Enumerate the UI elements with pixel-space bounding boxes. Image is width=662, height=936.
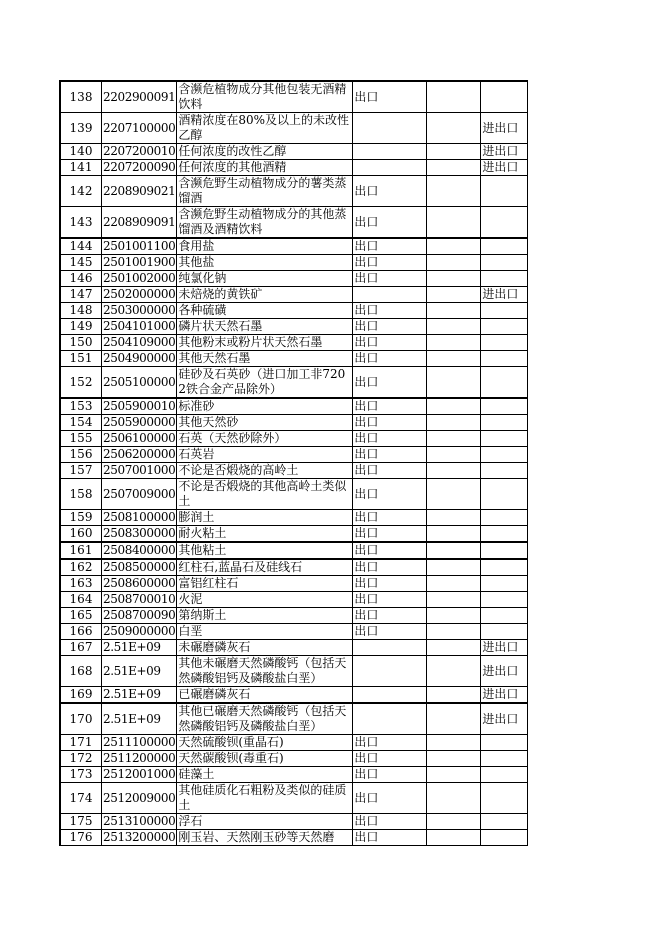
import-export-cell[interactable] bbox=[481, 830, 528, 846]
export-cell[interactable] bbox=[353, 287, 427, 303]
import-export-cell[interactable] bbox=[481, 526, 528, 543]
commodity-code-cell[interactable]: 2502000000 bbox=[103, 287, 176, 301]
commodity-code-cell[interactable]: 2508600000 bbox=[103, 576, 176, 590]
row-number-cell[interactable]: 155 bbox=[60, 431, 102, 447]
commodity-name-cell[interactable]: 已碾磨磷灰石 bbox=[177, 687, 353, 704]
export-cell[interactable]: 出口 bbox=[353, 479, 427, 510]
export-cell[interactable]: 出口 bbox=[353, 367, 427, 399]
row-number-cell[interactable]: 162 bbox=[60, 559, 102, 576]
table-row bbox=[60, 592, 528, 608]
spreadsheet bbox=[59, 80, 528, 846]
blank-cell[interactable] bbox=[427, 479, 481, 510]
commodity-name-cell[interactable]: 硅砂及石英砂（进口加工非7202铁合金产品除外） bbox=[177, 367, 353, 399]
commodity-code-cell[interactable]: 2511100000 bbox=[103, 735, 176, 749]
table-row bbox=[60, 479, 528, 510]
import-export-cell[interactable]: 进出口 bbox=[481, 703, 528, 735]
commodity-name-cell[interactable]: 未焙烧的黄铁矿 bbox=[177, 287, 353, 303]
import-export-cell[interactable]: 进出口 bbox=[481, 160, 528, 176]
import-export-cell[interactable] bbox=[481, 238, 528, 255]
import-export-cell[interactable] bbox=[481, 559, 528, 576]
import-export-cell[interactable] bbox=[481, 255, 528, 271]
export-cell[interactable]: 出口 bbox=[353, 767, 427, 783]
table-row bbox=[60, 207, 528, 239]
table-row bbox=[60, 656, 528, 687]
row-number-cell[interactable]: 139 bbox=[60, 113, 102, 144]
blank-cell[interactable] bbox=[427, 113, 481, 144]
commodity-name-cell[interactable]: 酒精浓度在80%及以上的未改性乙醇 bbox=[177, 113, 353, 144]
export-cell[interactable]: 出口 bbox=[353, 431, 427, 447]
commodity-code-cell[interactable]: 2508300000 bbox=[103, 526, 176, 540]
table-row bbox=[60, 735, 528, 751]
export-cell[interactable]: 出口 bbox=[353, 303, 427, 319]
import-export-cell[interactable] bbox=[481, 814, 528, 830]
export-cell[interactable]: 出口 bbox=[353, 319, 427, 335]
commodity-name-cell[interactable]: 标准砂 bbox=[177, 398, 353, 415]
blank-cell[interactable] bbox=[427, 783, 481, 814]
commodity-name-cell[interactable]: 石英岩 bbox=[177, 447, 353, 463]
import-export-cell[interactable] bbox=[481, 751, 528, 767]
blank-cell[interactable] bbox=[427, 287, 481, 303]
commodity-code-cell[interactable]: 2208909091 bbox=[102, 207, 177, 239]
row-number-cell[interactable]: 145 bbox=[60, 255, 102, 271]
commodity-name-cell[interactable]: 未碾磨磷灰石 bbox=[177, 640, 353, 656]
table-row bbox=[60, 335, 528, 351]
export-cell[interactable]: 出口 bbox=[353, 526, 427, 543]
import-export-cell[interactable] bbox=[481, 351, 528, 367]
commodity-name-cell[interactable]: 任何浓度的其他酒精 bbox=[177, 160, 353, 176]
table-row bbox=[60, 176, 528, 207]
import-export-cell[interactable] bbox=[481, 367, 528, 399]
export-cell[interactable]: 出口 bbox=[353, 351, 427, 367]
commodity-name-cell[interactable]: 耐火粘土 bbox=[177, 526, 353, 543]
commodity-name-cell[interactable]: 其他粘土 bbox=[177, 542, 353, 559]
export-cell[interactable] bbox=[353, 160, 427, 176]
row-number-cell[interactable]: 140 bbox=[60, 144, 102, 160]
export-cell[interactable]: 出口 bbox=[353, 608, 427, 624]
export-cell[interactable]: 出口 bbox=[353, 398, 427, 415]
commodity-name-cell[interactable]: 不论是否煅烧的其他高岭土类似土 bbox=[177, 479, 353, 510]
import-export-cell[interactable]: 进出口 bbox=[481, 287, 528, 303]
export-cell[interactable]: 出口 bbox=[353, 176, 427, 207]
blank-cell[interactable] bbox=[427, 431, 481, 447]
table-row bbox=[60, 255, 528, 271]
export-cell[interactable]: 出口 bbox=[353, 255, 427, 271]
blank-cell[interactable] bbox=[427, 207, 481, 239]
row-number-cell[interactable]: 165 bbox=[60, 608, 102, 624]
commodity-code-cell[interactable]: 2501001900 bbox=[103, 255, 176, 269]
commodity-name-cell[interactable]: 各种硫磺 bbox=[177, 303, 353, 319]
import-export-cell[interactable] bbox=[481, 176, 528, 207]
row-number-cell[interactable]: 169 bbox=[60, 687, 102, 704]
table-row bbox=[60, 144, 528, 160]
row-number-cell[interactable]: 173 bbox=[60, 767, 102, 783]
commodity-name-cell[interactable]: 刚玉岩、天然刚玉砂等天然磨 bbox=[177, 830, 353, 846]
import-export-cell[interactable] bbox=[481, 608, 528, 624]
blank-cell[interactable] bbox=[427, 160, 481, 176]
blank-cell[interactable] bbox=[427, 751, 481, 767]
commodity-name-cell[interactable]: 含濒危野生动植物成分的薯类蒸馏酒 bbox=[177, 176, 353, 207]
blank-cell[interactable] bbox=[427, 624, 481, 640]
blank-cell[interactable] bbox=[427, 367, 481, 399]
row-number-cell[interactable]: 157 bbox=[60, 463, 102, 479]
blank-cell[interactable] bbox=[427, 687, 481, 704]
commodity-name-cell[interactable]: 其他未碾磨天然磷酸钙（包括天然磷酸铝钙及磷酸盐白垩） bbox=[177, 656, 353, 687]
table-row bbox=[60, 463, 528, 479]
row-number-cell[interactable]: 171 bbox=[60, 735, 102, 751]
commodity-code-cell[interactable]: 2508700010 bbox=[103, 592, 176, 606]
blank-cell[interactable] bbox=[427, 592, 481, 608]
commodity-name-cell[interactable]: 石英（天然砂除外） bbox=[177, 431, 353, 447]
blank-cell[interactable] bbox=[427, 463, 481, 479]
commodity-code-cell[interactable]: 2207100000 bbox=[102, 113, 177, 144]
export-cell[interactable]: 出口 bbox=[353, 335, 427, 351]
table-row bbox=[60, 542, 528, 559]
commodity-name-cell[interactable]: 富铝红柱石 bbox=[177, 576, 353, 592]
import-export-cell[interactable] bbox=[481, 735, 528, 751]
commodity-code-cell[interactable]: 2504900000 bbox=[103, 351, 176, 365]
table-row bbox=[60, 398, 528, 415]
commodity-name-cell[interactable]: 其他硅质化石粗粉及类似的硅质土 bbox=[177, 783, 353, 814]
row-number-cell[interactable]: 151 bbox=[60, 351, 102, 367]
commodity-code-cell[interactable]: 2509000000 bbox=[103, 624, 176, 638]
blank-cell[interactable] bbox=[427, 238, 481, 255]
blank-cell[interactable] bbox=[427, 814, 481, 830]
blank-cell[interactable] bbox=[427, 830, 481, 846]
export-cell[interactable]: 出口 bbox=[353, 542, 427, 559]
commodity-code-cell[interactable]: 2207200010 bbox=[103, 144, 176, 158]
import-export-cell[interactable] bbox=[481, 447, 528, 463]
import-export-cell[interactable] bbox=[481, 542, 528, 559]
row-number-cell[interactable]: 154 bbox=[60, 415, 102, 431]
row-number-cell[interactable]: 152 bbox=[60, 367, 102, 399]
blank-cell[interactable] bbox=[427, 510, 481, 526]
table-row bbox=[60, 303, 528, 319]
import-export-cell[interactable] bbox=[481, 81, 528, 113]
commodity-code-cell[interactable]: 2207200090 bbox=[103, 160, 176, 174]
export-cell[interactable]: 出口 bbox=[353, 463, 427, 479]
export-cell[interactable]: 出口 bbox=[353, 447, 427, 463]
import-export-cell[interactable]: 进出口 bbox=[481, 687, 528, 704]
import-export-cell[interactable] bbox=[481, 207, 528, 239]
table-row bbox=[60, 576, 528, 592]
blank-cell[interactable] bbox=[427, 271, 481, 287]
commodity-code-cell[interactable]: 2504101000 bbox=[103, 319, 176, 333]
table-row bbox=[60, 510, 528, 526]
commodity-name-cell[interactable]: 硅藻土 bbox=[177, 767, 353, 783]
table-row bbox=[60, 351, 528, 367]
export-cell[interactable]: 出口 bbox=[353, 510, 427, 526]
blank-cell[interactable] bbox=[427, 767, 481, 783]
table-row bbox=[60, 814, 528, 830]
commodity-name-cell[interactable]: 其他天然石墨 bbox=[177, 351, 353, 367]
blank-cell[interactable] bbox=[427, 576, 481, 592]
blank-cell[interactable] bbox=[427, 144, 481, 160]
blank-cell[interactable] bbox=[427, 703, 481, 735]
blank-cell[interactable] bbox=[427, 640, 481, 656]
export-cell[interactable]: 出口 bbox=[353, 576, 427, 592]
export-cell[interactable] bbox=[353, 144, 427, 160]
commodity-code-cell[interactable]: 2505100000 bbox=[102, 367, 177, 399]
export-cell[interactable]: 出口 bbox=[353, 207, 427, 239]
import-export-cell[interactable] bbox=[481, 303, 528, 319]
import-export-cell[interactable] bbox=[481, 335, 528, 351]
blank-cell[interactable] bbox=[427, 559, 481, 576]
row-number-cell[interactable]: 161 bbox=[60, 542, 102, 559]
import-export-cell[interactable] bbox=[481, 463, 528, 479]
commodity-name-cell[interactable]: 其他天然砂 bbox=[177, 415, 353, 431]
row-number-cell[interactable]: 172 bbox=[60, 751, 102, 767]
commodity-name-cell[interactable]: 其他粉末或粉片状天然石墨 bbox=[177, 335, 353, 351]
row-number-cell[interactable]: 142 bbox=[60, 176, 102, 207]
commodity-name-cell[interactable]: 天然碳酸钡(毒重石) bbox=[177, 751, 353, 767]
import-export-cell[interactable] bbox=[481, 398, 528, 415]
commodity-name-cell[interactable]: 含濒危植物成分其他包装无酒精饮料 bbox=[177, 81, 353, 113]
blank-cell[interactable] bbox=[427, 81, 481, 113]
export-cell[interactable] bbox=[353, 656, 427, 687]
commodity-name-cell[interactable]: 食用盐 bbox=[177, 238, 353, 255]
row-number-cell[interactable]: 168 bbox=[60, 656, 102, 687]
commodity-name-cell[interactable]: 任何浓度的改性乙醇 bbox=[177, 144, 353, 160]
row-number-cell[interactable]: 156 bbox=[60, 447, 102, 463]
blank-cell[interactable] bbox=[427, 735, 481, 751]
export-cell[interactable] bbox=[353, 687, 427, 704]
table-row bbox=[60, 287, 528, 303]
commodity-name-cell[interactable]: 白垩 bbox=[177, 624, 353, 640]
table-row bbox=[60, 783, 528, 814]
import-export-cell[interactable] bbox=[481, 510, 528, 526]
commodity-name-cell[interactable]: 红柱石,蓝晶石及硅线石 bbox=[177, 559, 353, 576]
export-cell[interactable] bbox=[353, 703, 427, 735]
import-export-cell[interactable]: 进出口 bbox=[481, 113, 528, 144]
row-number-cell[interactable]: 158 bbox=[60, 479, 102, 510]
commodity-name-cell[interactable]: 其他盐 bbox=[177, 255, 353, 271]
row-number-cell[interactable]: 153 bbox=[60, 398, 102, 415]
import-export-cell[interactable] bbox=[481, 576, 528, 592]
row-number-cell[interactable]: 160 bbox=[60, 526, 102, 543]
table-row bbox=[60, 81, 528, 113]
table-row bbox=[60, 624, 528, 640]
table-row bbox=[60, 238, 528, 255]
commodity-code-cell[interactable]: 2508100000 bbox=[103, 510, 176, 524]
commodity-name-cell[interactable]: 火泥 bbox=[177, 592, 353, 608]
export-cell[interactable]: 出口 bbox=[353, 415, 427, 431]
commodity-name-cell[interactable]: 第纳斯土 bbox=[177, 608, 353, 624]
blank-cell[interactable] bbox=[427, 303, 481, 319]
table-row bbox=[60, 415, 528, 431]
table-row bbox=[60, 767, 528, 783]
row-number-cell[interactable]: 166 bbox=[60, 624, 102, 640]
import-export-cell[interactable]: 进出口 bbox=[481, 640, 528, 656]
table-row bbox=[60, 640, 528, 656]
export-cell[interactable] bbox=[353, 640, 427, 656]
commodity-code-cell[interactable]: 2507001000 bbox=[103, 463, 176, 477]
commodity-name-cell[interactable]: 天然硫酸钡(重晶石) bbox=[177, 735, 353, 751]
table-row bbox=[60, 367, 528, 399]
row-number-cell[interactable]: 176 bbox=[60, 830, 102, 846]
commodity-code-cell[interactable]: 2506200000 bbox=[103, 447, 176, 461]
blank-cell[interactable] bbox=[427, 398, 481, 415]
row-number-cell[interactable]: 170 bbox=[60, 703, 102, 735]
commodity-code-cell[interactable]: 2505900000 bbox=[103, 415, 176, 429]
import-export-cell[interactable] bbox=[481, 479, 528, 510]
import-export-cell[interactable]: 进出口 bbox=[481, 144, 528, 160]
commodity-code-cell[interactable]: 2506100000 bbox=[103, 431, 176, 445]
commodity-code-cell[interactable]: 2513100000 bbox=[103, 814, 176, 828]
export-cell[interactable]: 出口 bbox=[353, 238, 427, 255]
blank-cell[interactable] bbox=[427, 656, 481, 687]
import-export-cell[interactable] bbox=[481, 271, 528, 287]
import-export-cell[interactable]: 进出口 bbox=[481, 656, 528, 687]
commodity-code-cell[interactable]: 2508700090 bbox=[103, 608, 176, 622]
commodity-name-cell[interactable]: 纯氯化钠 bbox=[177, 271, 353, 287]
commodity-code-cell[interactable]: 2.51E+09 bbox=[102, 703, 177, 735]
table-row bbox=[60, 113, 528, 144]
commodity-table bbox=[59, 80, 528, 846]
import-export-cell[interactable] bbox=[481, 767, 528, 783]
table-row bbox=[60, 687, 528, 704]
table-row bbox=[60, 160, 528, 176]
blank-cell[interactable] bbox=[427, 415, 481, 431]
export-cell[interactable]: 出口 bbox=[353, 814, 427, 830]
row-number-cell[interactable]: 163 bbox=[60, 576, 102, 592]
commodity-code-cell[interactable]: 2512001000 bbox=[103, 767, 176, 781]
export-cell[interactable]: 出口 bbox=[353, 735, 427, 751]
row-number-cell[interactable]: 144 bbox=[60, 238, 102, 255]
export-cell[interactable]: 出口 bbox=[353, 624, 427, 640]
blank-cell[interactable] bbox=[427, 176, 481, 207]
export-cell[interactable]: 出口 bbox=[353, 783, 427, 814]
import-export-cell[interactable] bbox=[481, 319, 528, 335]
commodity-code-cell[interactable]: 2508400000 bbox=[103, 543, 176, 557]
row-number-cell[interactable]: 147 bbox=[60, 287, 102, 303]
table-row bbox=[60, 319, 528, 335]
commodity-code-cell[interactable]: 2508500000 bbox=[103, 560, 176, 574]
commodity-code-cell[interactable]: 2503000000 bbox=[103, 303, 176, 317]
commodity-name-cell[interactable]: 其他已碾磨天然磷酸钙（包括天然磷酸铝钙及磷酸盐白垩） bbox=[177, 703, 353, 735]
row-number-cell[interactable]: 175 bbox=[60, 814, 102, 830]
row-number-cell[interactable]: 138 bbox=[60, 81, 102, 113]
row-number-cell[interactable]: 143 bbox=[60, 207, 102, 239]
row-number-cell[interactable]: 174 bbox=[60, 783, 102, 814]
row-number-cell[interactable]: 148 bbox=[60, 303, 102, 319]
table-row bbox=[60, 559, 528, 576]
commodity-code-cell[interactable]: 2.51E+09 bbox=[102, 640, 177, 656]
table-row bbox=[60, 431, 528, 447]
commodity-code-cell[interactable]: 2501001100 bbox=[103, 239, 176, 253]
commodity-code-cell[interactable]: 2.51E+09 bbox=[102, 656, 177, 687]
blank-cell[interactable] bbox=[427, 335, 481, 351]
commodity-code-cell[interactable]: 2513200000 bbox=[103, 830, 176, 844]
import-export-cell[interactable] bbox=[481, 624, 528, 640]
commodity-name-cell[interactable]: 不论是否煅烧的高岭土 bbox=[177, 463, 353, 479]
row-number-cell[interactable]: 141 bbox=[60, 160, 102, 176]
commodity-code-cell[interactable]: 2511200000 bbox=[103, 751, 176, 765]
commodity-name-cell[interactable]: 浮石 bbox=[177, 814, 353, 830]
export-cell[interactable]: 出口 bbox=[353, 271, 427, 287]
commodity-code-cell[interactable]: 2505900010 bbox=[103, 399, 176, 413]
import-export-cell[interactable] bbox=[481, 783, 528, 814]
export-cell[interactable]: 出口 bbox=[353, 592, 427, 608]
row-number-cell[interactable]: 150 bbox=[60, 335, 102, 351]
commodity-code-cell[interactable]: 2504109000 bbox=[103, 335, 176, 349]
table-row bbox=[60, 703, 528, 735]
commodity-code-cell[interactable]: 2202900091 bbox=[102, 81, 177, 113]
export-cell[interactable]: 出口 bbox=[353, 81, 427, 113]
blank-cell[interactable] bbox=[427, 447, 481, 463]
row-number-cell[interactable]: 164 bbox=[60, 592, 102, 608]
export-cell[interactable] bbox=[353, 113, 427, 144]
blank-cell[interactable] bbox=[427, 319, 481, 335]
commodity-name-cell[interactable]: 磷片状天然石墨 bbox=[177, 319, 353, 335]
table-row bbox=[60, 271, 528, 287]
commodity-name-cell[interactable]: 膨润土 bbox=[177, 510, 353, 526]
import-export-cell[interactable] bbox=[481, 431, 528, 447]
row-number-cell[interactable]: 146 bbox=[60, 271, 102, 287]
table-row bbox=[60, 608, 528, 624]
blank-cell[interactable] bbox=[427, 608, 481, 624]
table-row bbox=[60, 751, 528, 767]
blank-cell[interactable] bbox=[427, 255, 481, 271]
import-export-cell[interactable] bbox=[481, 592, 528, 608]
row-number-cell[interactable]: 167 bbox=[60, 640, 102, 656]
commodity-code-cell[interactable]: 2.51E+09 bbox=[102, 687, 177, 704]
commodity-code-cell[interactable]: 2208909021 bbox=[102, 176, 177, 207]
commodity-code-cell[interactable]: 2501002000 bbox=[103, 271, 176, 285]
row-number-cell[interactable]: 159 bbox=[60, 510, 102, 526]
export-cell[interactable]: 出口 bbox=[353, 559, 427, 576]
blank-cell[interactable] bbox=[427, 542, 481, 559]
commodity-name-cell[interactable]: 含濒危野生动植物成分的其他蒸馏酒及酒精饮料 bbox=[177, 207, 353, 239]
commodity-code-cell[interactable]: 2507009000 bbox=[102, 479, 177, 510]
table-row bbox=[60, 526, 528, 543]
commodity-code-cell[interactable]: 2512009000 bbox=[102, 783, 177, 814]
export-cell[interactable]: 出口 bbox=[353, 830, 427, 846]
import-export-cell[interactable] bbox=[481, 415, 528, 431]
blank-cell[interactable] bbox=[427, 351, 481, 367]
table-row bbox=[60, 830, 528, 846]
blank-cell[interactable] bbox=[427, 526, 481, 543]
table-row bbox=[60, 447, 528, 463]
export-cell[interactable]: 出口 bbox=[353, 751, 427, 767]
row-number-cell[interactable]: 149 bbox=[60, 319, 102, 335]
